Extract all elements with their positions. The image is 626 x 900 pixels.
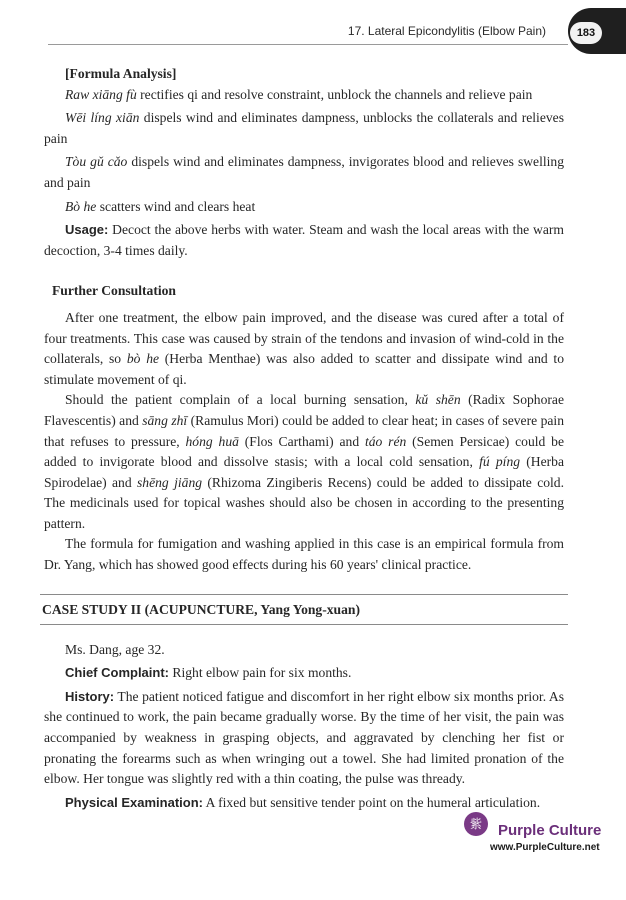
- watermark-url: www.PurpleCulture.net: [490, 842, 600, 853]
- text-run: The patient noticed fatigue and discomfort in her right elbow six months prior. As she continued to work, the pain became gradually worse. By the time of her visit, the pain was accompanied by weakness in grasping objects, and aggravated by clenching her fist or pronating the forearms such as when wringing out a towel. She had limited pronation of the elbow. Her tongue was slightly red with a thin coating, the pulse was thready.: [44, 688, 564, 787]
- herb-name: Wēi líng xiān: [65, 110, 140, 126]
- text-run: (Semen Persicae) could be added to invigorate blood and dissolve stasis; with a local cold sensation,: [44, 433, 564, 470]
- text-run: After one treatment, the elbow pain improved, and the disease was cured after a total of four treatments. This case was caused by strain of the tendons and invasion of wind-cold in the collaterals, so: [44, 309, 564, 367]
- text-run: (Flos Carthami) and: [238, 433, 365, 449]
- running-header: [0, 0, 626, 52]
- case-study-banner: [44, 594, 564, 628]
- text-run: (Rhizoma Zingiberis Recens) could be added to dissipate cold. The medicinals used for topical washes should also be chosen in according to the presenting pattern.: [44, 474, 564, 531]
- header-rule: [48, 44, 568, 45]
- consultation-paragraph: [44, 308, 564, 390]
- herb-name: sāng zhī: [142, 412, 188, 428]
- formula-analysis-heading: [Formula Analysis]: [65, 66, 177, 81]
- herb-name: hóng huā: [185, 433, 239, 449]
- watermark-name: Purple Culture: [498, 822, 602, 839]
- formula-item: [44, 108, 564, 149]
- formula-item: [44, 152, 564, 193]
- further-consultation-heading: Further Consultation: [52, 283, 176, 299]
- text-run: A fixed but sensitive tender point on the humeral articulation.: [203, 794, 541, 810]
- text-run: (Herba Spirodelae) and: [44, 454, 564, 490]
- herb-name: Tòu gǔ cǎo: [65, 154, 128, 170]
- herb-action: dispels wind and eliminates dampness, invigorates blood and relieves swelling and pain: [44, 154, 565, 190]
- case-study-title: CASE STUDY II (ACUPUNCTURE, Yang Yong-xuan): [42, 601, 360, 617]
- consultation-paragraph: The formula for fumigation and washing applied in this case is an empirical formula from Dr. Yang, which has showed good effects during his 60 years' clinical practice.: [44, 536, 564, 573]
- usage-paragraph: [44, 220, 564, 261]
- banner-rule: [40, 624, 568, 625]
- herb-name: shēng jiāng: [137, 474, 203, 490]
- text-run: Should the patient complain of a local burning sensation,: [65, 392, 416, 408]
- text-run: (Radix Sophorae Flavescentis) and: [44, 392, 564, 428]
- page-body: [44, 64, 564, 813]
- purple-culture-logo-icon: 紫: [464, 812, 488, 836]
- text-run: Right elbow pain for six months.: [169, 665, 352, 681]
- herb-name: Bò he: [65, 198, 97, 214]
- herb-name: fú píng: [479, 454, 521, 470]
- patient-line: Ms. Dang, age 32.: [65, 641, 165, 657]
- usage-label: Usage:: [65, 222, 109, 238]
- text-run: (Herba Menthae) was also added to scatter and dissipate wind and to stimulate movement of qi.: [44, 351, 564, 387]
- herb-action: dispels wind and eliminates dampness, unblocks the collaterals and relieves pain: [44, 110, 564, 146]
- herb-action: scatters wind and clears heat: [96, 198, 256, 214]
- usage-text: Decoct the above herbs with water. Steam and wash the local areas with the warm decoction, 3-4 times daily.: [44, 222, 564, 258]
- history-paragraph: [44, 687, 564, 790]
- chief-complaint-label: Chief Complaint:: [65, 665, 169, 681]
- consultation-paragraph: [44, 390, 564, 534]
- herb-action: rectifies qi and resolve constraint, unblock the channels and relieve pain: [136, 86, 533, 102]
- physical-exam-label: Physical Examination:: [65, 794, 203, 810]
- history-label: History:: [65, 688, 115, 704]
- formula-item: [44, 197, 564, 218]
- banner-rule: [40, 594, 568, 595]
- herb-name: bò he: [126, 351, 160, 367]
- chapter-title: 17. Lateral Epicondylitis (Elbow Pain): [347, 24, 546, 38]
- chief-complaint: [44, 663, 564, 684]
- purple-culture-watermark: [469, 808, 602, 858]
- herb-name: Raw xiāng fù: [65, 86, 137, 102]
- text-run: (Ramulus Mori) could be added to clear heat; in cases of severe pain that refuses to pressure,: [44, 412, 564, 449]
- formula-item: [44, 85, 564, 106]
- page-number: 183: [570, 22, 602, 44]
- herb-name: kǔ shēn: [415, 392, 461, 408]
- herb-name: táo rén: [364, 433, 407, 449]
